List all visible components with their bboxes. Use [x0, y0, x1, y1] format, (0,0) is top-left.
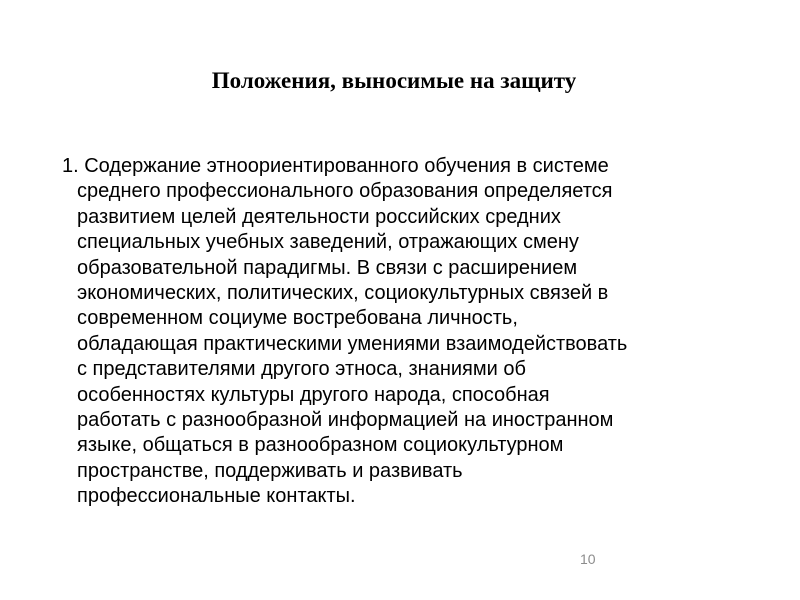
paragraph-line: с представителями другого этноса, знаниями об — [77, 358, 526, 381]
paragraph-line: работать с разнообразной информацией на иностранном — [77, 409, 614, 432]
paragraph-line: особенностях культуры другого народа, способная — [77, 383, 550, 406]
paragraph-line: среднего профессионального образования определяется — [77, 180, 613, 203]
body-paragraph — [62, 154, 762, 510]
paragraph-line: образовательной парадигмы. В связи с расширением — [77, 256, 578, 279]
paragraph-line: профессиональные контакты. — [77, 485, 356, 508]
paragraph-line: современном социуме востребована личность, — [77, 307, 518, 330]
paragraph-line: обладающая практическими умениями взаимодействовать — [77, 332, 628, 355]
paragraph-line: специальных учебных заведений, отражающих смену — [77, 231, 579, 254]
paragraph-line: развитием целей деятельности российских средних — [77, 205, 561, 228]
paragraph-line: пространстве, поддерживать и развивать — [77, 459, 463, 482]
slide-title: Положения, выносимые на защиту — [211, 68, 577, 93]
slide-number: 10 — [580, 551, 596, 567]
paragraph-line: экономических, политических, социокультурных связей в — [77, 282, 609, 305]
paragraph-line: языке, общаться в разнообразном социокультурном — [77, 434, 564, 457]
paragraph-line: 1. Содержание этноориентированного обучения в системе — [62, 155, 609, 177]
